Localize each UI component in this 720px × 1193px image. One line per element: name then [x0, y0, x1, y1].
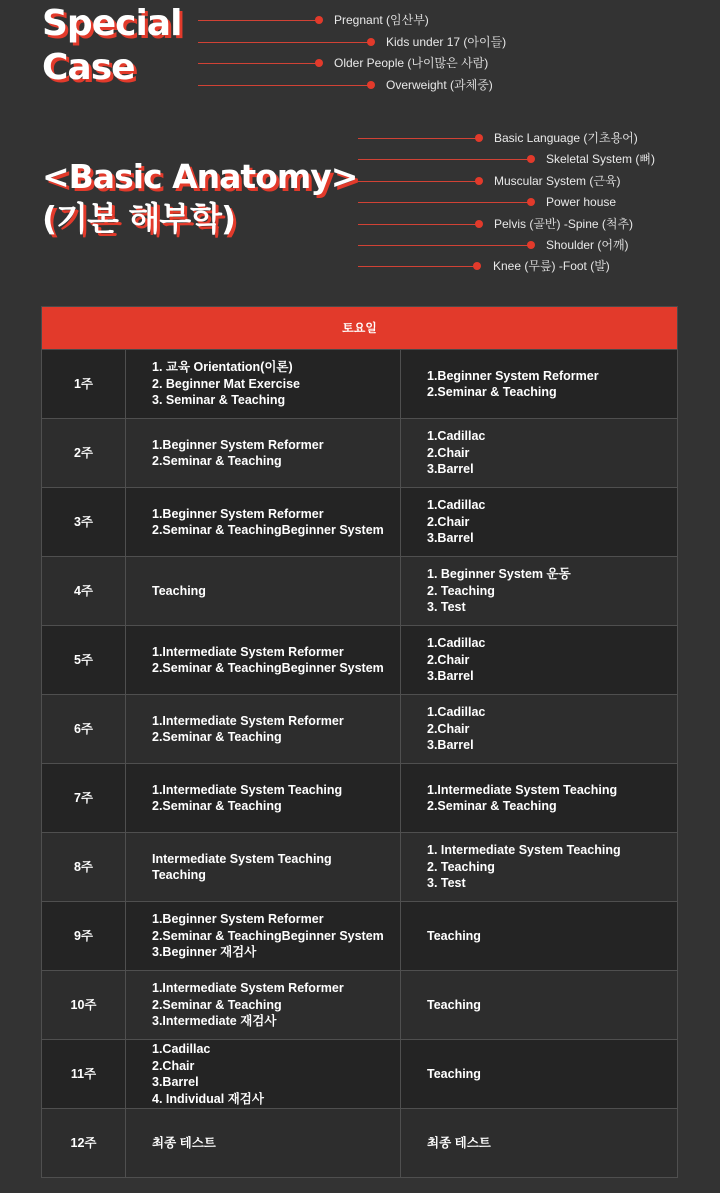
basic-anatomy-title-line: (기본 해부학): [42, 199, 236, 238]
leader-line: [358, 138, 478, 139]
session-cell-2: 최종 테스트: [401, 1109, 678, 1178]
session-cell-2: 1. Beginner System 운동 2. Teaching 3. Test: [401, 557, 678, 626]
leader-line: [358, 224, 478, 225]
session-cell-2: 1. Intermediate System Teaching 2. Teaching 3. Test: [401, 833, 678, 902]
week-cell: 11주: [42, 1040, 126, 1109]
anatomy-item: Skeletal System (뼈): [358, 153, 678, 165]
table-row: [42, 419, 678, 488]
leader-line: [358, 245, 530, 246]
week-cell: 8주: [42, 833, 126, 902]
session-cell-1: 1.Intermediate System Teaching 2.Seminar & Teaching: [126, 764, 401, 833]
table-row: [42, 350, 678, 419]
special-case-item: Pregnant (임산부): [198, 14, 438, 26]
session-cell-2: 1.Cadillac 2.Chair 3.Barrel: [401, 626, 678, 695]
leader-line: [198, 20, 318, 21]
table-row: [42, 833, 678, 902]
table-row: [42, 1040, 678, 1109]
leader-line: [198, 85, 370, 86]
week-cell: 6주: [42, 695, 126, 764]
week-cell: 5주: [42, 626, 126, 695]
bullet-dot-icon: [475, 220, 483, 228]
special-case-title-line: Case: [42, 47, 135, 88]
session-cell-1: 1.Cadillac 2.Chair 3.Barrel 4. Individual 재검사: [126, 1040, 401, 1109]
week-cell: 3주: [42, 488, 126, 557]
schedule-header-row: [42, 307, 678, 350]
special-case-title-line: Special: [42, 3, 182, 44]
session-cell-1: 1.Intermediate System Reformer 2.Seminar & Teaching: [126, 695, 401, 764]
table-row: [42, 557, 678, 626]
table-row: [42, 764, 678, 833]
session-cell-1: 1.Intermediate System Reformer 2.Seminar & TeachingBeginner System: [126, 626, 401, 695]
session-cell-1: 최종 테스트: [126, 1109, 401, 1178]
week-cell: 1주: [42, 350, 126, 419]
leader-line: [358, 181, 478, 182]
session-cell-2: 1.Beginner System Reformer 2.Seminar & Teaching: [401, 350, 678, 419]
week-cell: 4주: [42, 557, 126, 626]
bullet-dot-icon: [527, 241, 535, 249]
leader-line: [358, 159, 530, 160]
special-case-item: Kids under 17 (아이들): [198, 36, 518, 48]
bullet-dot-icon: [527, 198, 535, 206]
session-cell-1: Teaching: [126, 557, 401, 626]
bullet-dot-icon: [475, 177, 483, 185]
anatomy-item: Pelvis (골반) -Spine (척추): [358, 218, 678, 230]
table-row: [42, 1109, 678, 1178]
anatomy-item: Power house: [358, 196, 658, 208]
leader-line: [198, 63, 318, 64]
bullet-dot-icon: [367, 81, 375, 89]
anatomy-item: Shoulder (어깨): [358, 239, 678, 251]
bullet-dot-icon: [367, 38, 375, 46]
leader-line: [198, 42, 370, 43]
session-cell-1: 1.Intermediate System Reformer 2.Seminar & Teaching 3.Intermediate 재검사: [126, 971, 401, 1040]
schedule-table: [41, 306, 678, 1178]
session-cell-1: Intermediate System Teaching Teaching: [126, 833, 401, 902]
table-row: [42, 902, 678, 971]
table-row: [42, 695, 678, 764]
session-cell-2: 1.Cadillac 2.Chair 3.Barrel: [401, 695, 678, 764]
special-case-title: [42, 2, 181, 90]
leader-line: [358, 202, 530, 203]
week-cell: 7주: [42, 764, 126, 833]
table-row: [42, 488, 678, 557]
special-case-item: Older People (나이많은 사람): [198, 57, 498, 69]
session-cell-2: Teaching: [401, 971, 678, 1040]
session-cell-2: 1.Cadillac 2.Chair 3.Barrel: [401, 488, 678, 557]
leader-line: [358, 266, 476, 267]
anatomy-item: Muscular System (근육): [358, 175, 658, 187]
anatomy-item: Basic Language (기초용어): [358, 132, 658, 144]
session-cell-1: 1.Beginner System Reformer 2.Seminar & Teaching: [126, 419, 401, 488]
bullet-dot-icon: [315, 59, 323, 67]
bullet-dot-icon: [527, 155, 535, 163]
week-cell: 9주: [42, 902, 126, 971]
bullet-dot-icon: [315, 16, 323, 24]
anatomy-item: Knee (무릎) -Foot (발): [358, 260, 658, 272]
session-cell-2: 1.Cadillac 2.Chair 3.Barrel: [401, 419, 678, 488]
bullet-dot-icon: [475, 134, 483, 142]
bullet-dot-icon: [473, 262, 481, 270]
day-header: 토요일: [42, 307, 678, 350]
session-cell-2: Teaching: [401, 1040, 678, 1109]
table-row: [42, 626, 678, 695]
week-cell: 12주: [42, 1109, 126, 1178]
session-cell-2: 1.Intermediate System Teaching 2.Seminar & Teaching: [401, 764, 678, 833]
session-cell-2: Teaching: [401, 902, 678, 971]
session-cell-1: 1.Beginner System Reformer 2.Seminar & TeachingBeginner System: [126, 488, 401, 557]
basic-anatomy-title: [42, 156, 357, 240]
session-cell-1: 1.Beginner System Reformer 2.Seminar & TeachingBeginner System 3.Beginner 재검사: [126, 902, 401, 971]
session-cell-1: 1. 교육 Orientation(이론) 2. Beginner Mat Exercise 3. Seminar & Teaching: [126, 350, 401, 419]
week-cell: 2주: [42, 419, 126, 488]
basic-anatomy-title-line: <Basic Anatomy>: [42, 157, 358, 196]
table-row: [42, 971, 678, 1040]
special-case-item: Overweight (과체중): [198, 79, 498, 91]
week-cell: 10주: [42, 971, 126, 1040]
